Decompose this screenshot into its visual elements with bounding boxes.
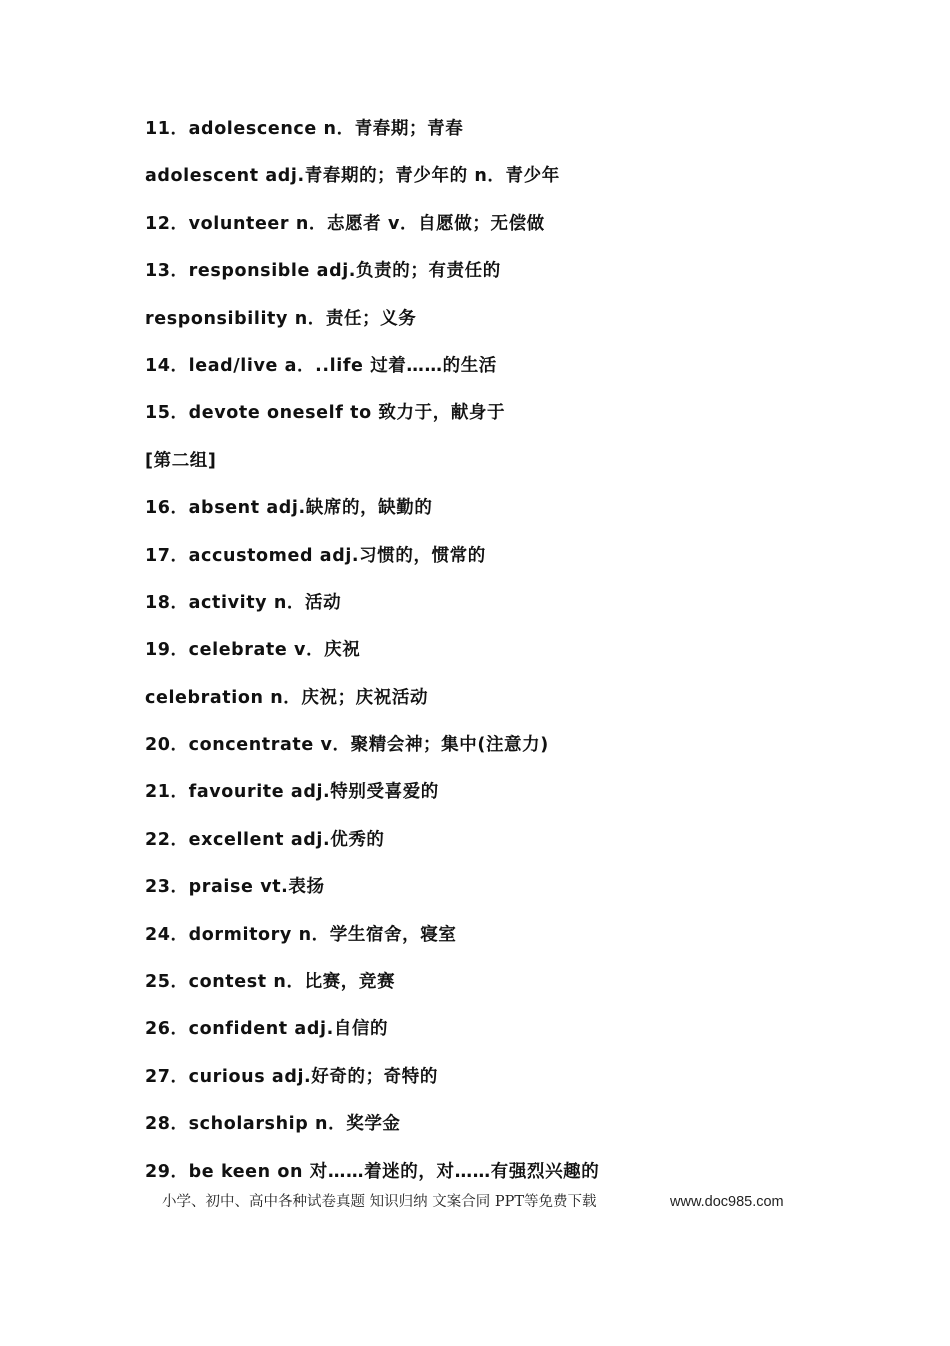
vocab-line: 11．adolescence n．青春期；青春 bbox=[145, 119, 464, 139]
vocab-line: 15．devote oneself to 致力于，献身于 bbox=[145, 403, 506, 424]
vocab-line: 26．confident adj.自信的 bbox=[145, 1019, 389, 1040]
footer-url[interactable]: www.doc985.com bbox=[670, 1194, 784, 1210]
vocab-line: 23．praise vt.表扬 bbox=[145, 877, 325, 898]
group-heading: [第二组] bbox=[145, 450, 217, 471]
vocab-line: celebration n．庆祝；庆祝活动 bbox=[145, 687, 429, 708]
vocab-line: 12．volunteer n．志愿者 v．自愿做；无偿做 bbox=[145, 213, 545, 234]
vocab-line: 27．curious adj.好奇的；奇特的 bbox=[145, 1066, 438, 1087]
vocab-line: adolescent adj.青春期的；青少年的 n．青少年 bbox=[145, 166, 560, 187]
vocab-line: 17．accustomed adj.习惯的，惯常的 bbox=[145, 545, 486, 566]
vocab-line: 16．absent adj.缺席的，缺勤的 bbox=[145, 498, 433, 519]
vocab-line: 29．be keen on 对……着迷的，对……有强烈兴趣的 bbox=[145, 1161, 600, 1182]
vocab-line: responsibility n．责任；义务 bbox=[145, 308, 417, 329]
vocab-line: 28．scholarship n．奖学金 bbox=[145, 1114, 401, 1135]
vocab-line: 13．responsible adj.负责的；有责任的 bbox=[145, 261, 501, 282]
vocab-line: 24．dormitory n．学生宿舍，寝室 bbox=[145, 924, 457, 945]
page-footer bbox=[162, 1190, 802, 1214]
vocab-line: 25．contest n．比赛，竞赛 bbox=[145, 972, 396, 993]
vocab-line: 19．celebrate v．庆祝 bbox=[145, 640, 361, 661]
footer-text: 小学、初中、高中各种试卷真题 知识归纳 文案合同 PPT等免费下载 bbox=[162, 1194, 597, 1210]
vocab-line: 18．activity n．活动 bbox=[145, 592, 342, 613]
vocab-line: 14．lead/live a．..life 过着……的生活 bbox=[145, 355, 497, 376]
vocab-line: 22．excellent adj.优秀的 bbox=[145, 829, 385, 850]
vocab-line: 21．favourite adj.特别受喜爱的 bbox=[145, 782, 439, 803]
vocab-line: 20．concentrate v．聚精会神；集中(注意力) bbox=[145, 735, 549, 756]
vocabulary-list bbox=[145, 114, 599, 1204]
